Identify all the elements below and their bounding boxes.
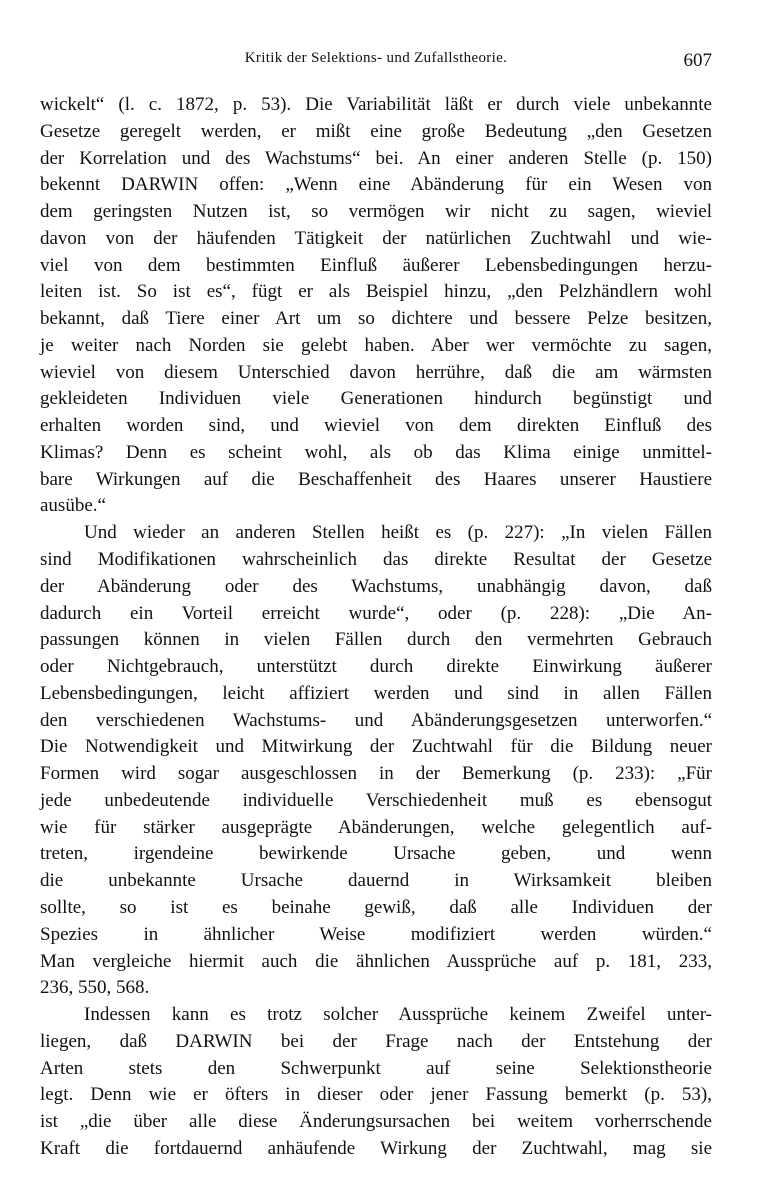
text-line: viel von dem bestimmten Einfluß äußerer Lebensbedingungen herzu- [40, 254, 712, 276]
text-line: wieviel von diesem Unterschied davon herrühre, daß die am wärmsten [40, 361, 712, 383]
text-line: die unbekannte Ursache dauernd in Wirksamkeit bleiben [40, 870, 712, 892]
text-line: gekleideten Individuen viele Generationen hindurch begünstigt und [40, 388, 712, 410]
text-line: erhalten worden sind, und wieviel von dem direkten Einfluß des [40, 415, 712, 437]
text-line: sind Modifikationen wahrscheinlich das direkte Resultat der Gesetze [40, 549, 712, 571]
text-line: Gesetze geregelt werden, er mißt eine große Bedeutung „den Gesetzen [40, 120, 712, 142]
text-line: jede unbedeutende individuelle Verschiedenheit muß es ebensogut [40, 789, 712, 811]
text-line: den verschiedenen Wachstums- und Abänderungsgesetzen unterworfen.“ [40, 709, 712, 731]
text-line: legt. Denn wie er öfters in dieser oder jener Fassung bemerkt (p. 53), [40, 1084, 712, 1106]
text-line: Und wieder an anderen Stellen heißt es (p. 227): „In vielen Fällen [84, 522, 712, 544]
text-line: je weiter nach Norden sie gelebt haben. Aber wer vermöchte zu sagen, [40, 334, 712, 356]
text-line: dadurch ein Vorteil erreicht wurde“, oder (p. 228): „Die An- [40, 602, 712, 624]
text-line: sollte, so ist es beinahe gewiß, daß alle Individuen der [40, 896, 712, 918]
text-line: der Abänderung oder des Wachstums, unabhängig davon, daß [40, 575, 712, 597]
body-text [40, 92, 712, 1163]
text-line: Lebensbedingungen, leicht affiziert werden und sind in allen Fällen [40, 682, 712, 704]
text-line: passungen können in vielen Fällen durch den vermehrten Gebrauch [40, 629, 712, 651]
text-line: wickelt“ (l. c. 1872, p. 53). Die Variabilität läßt er durch viele unbekannte [40, 94, 712, 115]
text-line: Indessen kann es trotz solcher Aussprüche keinem Zweifel unter- [84, 1004, 712, 1026]
text-line: bekannt, daß Tiere einer Art um so dichtere und bessere Pelze besitzen, [40, 308, 712, 330]
text-line: 236, 550, 568. [40, 977, 150, 999]
text-line: der Korrelation und des Wachstums“ bei. An einer anderen Stelle (p. 150) [40, 147, 712, 169]
text-line: wie für stärker ausgeprägte Abänderungen, welche gelegentlich auf- [40, 816, 712, 838]
text-line: Arten stets den Schwerpunkt auf seine Selektionstheorie [40, 1057, 712, 1079]
text-line: Die Notwendigkeit und Mitwirkung der Zuchtwahl für die Bildung neuer [40, 736, 712, 758]
text-line: Formen wird sogar ausgeschlossen in der Bemerkung (p. 233): „Für [40, 763, 712, 785]
text-line: bekennt DARWIN offen: „Wenn eine Abänderung für ein Wesen von [40, 174, 712, 196]
text-line: ist „die über alle diese Änderungsursachen bei weitem vorherrschende [40, 1111, 712, 1133]
text-line: leiten ist. So ist es“, fügt er als Beispiel hinzu, „den Pelzhändlern wohl [40, 281, 712, 303]
page-number: 607 [683, 50, 712, 71]
text-line: liegen, daß DARWIN bei der Frage nach der Entstehung der [40, 1030, 712, 1052]
text-line: Klimas? Denn es scheint wohl, als ob das Klima einige unmittel- [40, 441, 712, 463]
page-header [40, 40, 712, 70]
text-line: Man vergleiche hiermit auch die ähnlichen Aussprüche auf p. 181, 233, [40, 950, 712, 972]
text-line: Kraft die fortdauernd anhäufende Wirkung der Zuchtwahl, mag sie [40, 1137, 712, 1159]
text-line: treten, irgendeine bewirkende Ursache geben, und wenn [40, 843, 712, 865]
text-line: oder Nichtgebrauch, unterstützt durch direkte Einwirkung äußerer [40, 656, 712, 678]
text-line: Spezies in ähnlicher Weise modifiziert werden würden.“ [40, 923, 712, 945]
running-title: Kritik der Selektions- und Zufallstheorie. [244, 50, 508, 66]
book-page [40, 40, 712, 1163]
text-line: bare Wirkungen auf die Beschaffenheit des Haares unserer Haustiere [40, 468, 712, 490]
text-line: davon von der häufenden Tätigkeit der natürlichen Zuchtwahl und wie- [40, 227, 712, 249]
text-line: ausübe.“ [40, 495, 106, 517]
text-line: dem geringsten Nutzen ist, so vermögen wir nicht zu sagen, wieviel [40, 201, 712, 223]
